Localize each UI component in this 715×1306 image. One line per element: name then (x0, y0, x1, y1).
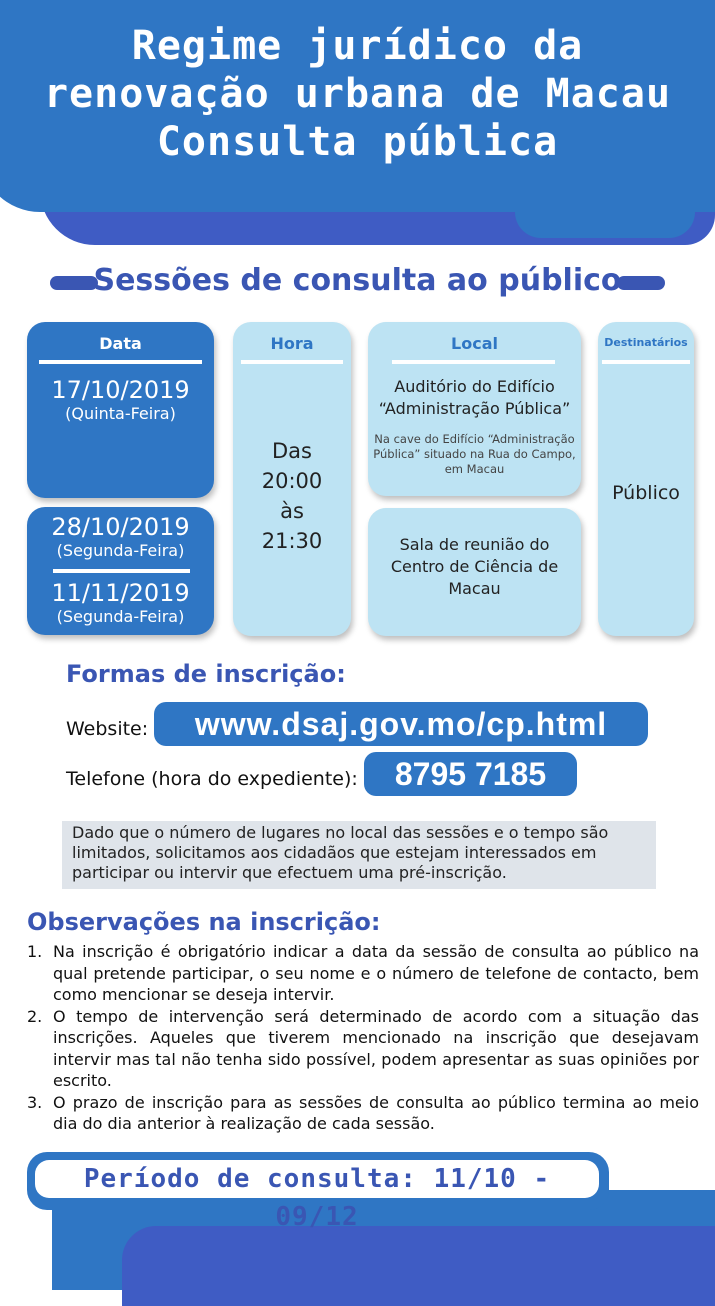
phone-number[interactable]: 8795 7185 (364, 752, 577, 796)
destinatarios-header-rule (602, 360, 690, 364)
hora-line-3: às (280, 499, 304, 523)
list-item-number: 2. (27, 1006, 43, 1026)
date-card-1 (27, 322, 214, 498)
list-item (27, 941, 699, 1006)
local-header-rule (392, 360, 555, 364)
header-tab-decoration (515, 190, 695, 238)
period-banner (27, 1152, 609, 1232)
destinatarios-header: Destinatários (604, 336, 688, 349)
list-item-text: Na inscrição é obrigatório indicar a data da sessão de consulta ao público na qual pretende participar, o seu nome e o número de telefone de contacto, bem como mencionar se deseja intervir. (53, 942, 699, 1004)
observacoes-list (27, 941, 699, 1135)
hora-header: Hora (270, 334, 314, 353)
date-1-day: (Quinta-Feira) (65, 404, 176, 423)
hora-line-1: Das (272, 439, 312, 463)
destinatarios-value: Público (612, 482, 680, 504)
section-title: Sessões de consulta ao público (93, 263, 622, 298)
date-3-value: 11/11/2019 (51, 579, 190, 607)
date-1-value: 17/10/2019 (51, 376, 190, 404)
list-item (27, 1092, 699, 1135)
website-label: Website: (66, 718, 149, 740)
list-item-text: O prazo de inscrição para as sessões de consulta ao público termina ao meio dia do dia anterior à realização de cada sessão. (53, 1092, 699, 1133)
date-divider-rule (53, 569, 190, 573)
formas-title: Formas de inscrição: (66, 660, 346, 688)
date-3-day: (Segunda-Feira) (56, 607, 185, 626)
list-item-number: 1. (27, 942, 43, 961)
list-item-text: O tempo de intervenção será determinado de acordo com a situação das inscrições. Aqueles que tiverem mencionado na inscrição que desejavam intervir mas tal não tenha sido possível, podem apresentar as suas opiniões por escrito. (53, 1006, 699, 1090)
list-item-number: 3. (27, 1092, 43, 1112)
hora-card (233, 322, 351, 636)
website-link[interactable]: www.dsaj.gov.mo/cp.html (154, 702, 648, 746)
destinatarios-card (598, 322, 694, 636)
title-line-2: renovação urbana de Macau (43, 71, 672, 117)
local-2-name: Sala de reunião do Centro de Ciência de Macau (390, 535, 559, 598)
page-title (0, 22, 715, 166)
local-1-name: Auditório do Edifício “Administração Pública” (378, 377, 571, 418)
observacoes-title: Observações na inscrição: (27, 908, 381, 936)
date-card-2 (27, 507, 214, 635)
hora-line-2: 20:00 (261, 469, 323, 493)
footer-background-front (122, 1226, 715, 1306)
registration-note: Dado que o número de lugares no local das sessões e o tempo são limitados, solicitamos aos cidadãos que estejam interessados em participar ou intervir que efectuem uma pré-inscrição. (62, 821, 656, 889)
date-2-day: (Segunda-Feira) (56, 541, 185, 560)
local-card-2 (368, 508, 581, 636)
local-header: Local (451, 334, 498, 353)
data-header: Data (99, 334, 142, 353)
local-1-detail: Na cave do Edifício “Administração Pública” situado na Rua do Campo, em Macau (373, 432, 576, 476)
data-header-rule (39, 360, 202, 364)
date-2-value: 28/10/2019 (51, 513, 190, 541)
phone-label: Telefone (hora do expediente): (66, 768, 358, 790)
local-card-1 (368, 322, 581, 496)
hora-line-4: 21:30 (261, 529, 323, 553)
period-text: Período de consulta: 11/10 - 09/12 (35, 1160, 599, 1198)
title-line-1: Regime jurídico da (131, 23, 584, 69)
hora-header-rule (241, 360, 343, 364)
list-item (27, 1006, 699, 1092)
title-line-3: Consulta pública (156, 119, 559, 165)
